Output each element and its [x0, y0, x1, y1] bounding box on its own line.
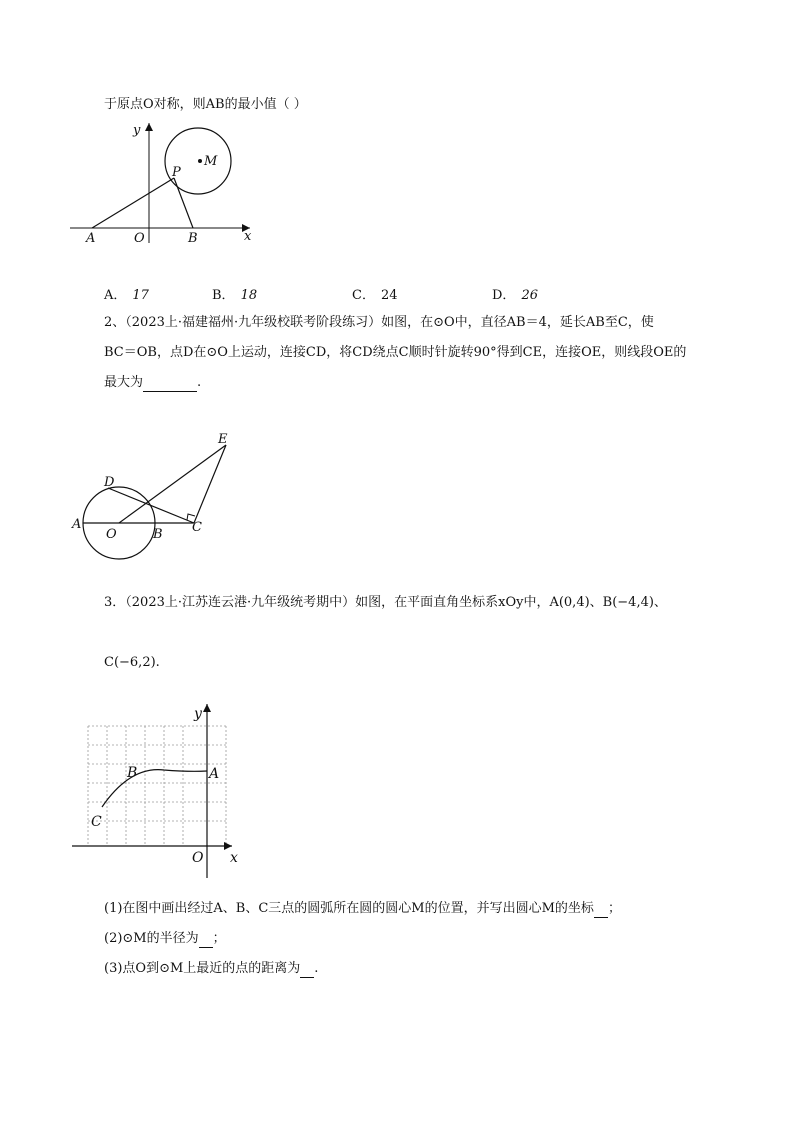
- q2-label-c: C: [192, 520, 202, 535]
- q3-sub3-blank[interactable]: [300, 963, 314, 978]
- q3-label-x: x: [230, 850, 238, 866]
- q1-stem: 于原点O对称，则AB的最小值（ ）: [104, 97, 307, 112]
- q1-label-p: P: [172, 165, 181, 180]
- q1-option-b[interactable]: B． 18: [212, 288, 258, 303]
- q1-option-c[interactable]: C． 24: [352, 288, 398, 303]
- q3-label-y: y: [194, 706, 202, 722]
- q3-sub-2: (2)⊙M的半径为 ；: [104, 931, 226, 946]
- q3-line-2: C(−6,2).: [104, 655, 160, 670]
- q2-line-2: BC＝OB，点D在⊙O上运动，连接CD，将CD绕点C顺时针旋转90°得到CE，连接OE，则线段OE的: [104, 345, 687, 360]
- q1-segment-pb: [174, 178, 193, 228]
- q1-label-y: y: [133, 123, 141, 138]
- q2-answer-blank[interactable]: [143, 377, 197, 392]
- q1-label-o: O: [134, 231, 145, 246]
- q2-label-b: B: [153, 527, 163, 542]
- q2-label-o: O: [106, 527, 117, 542]
- q3-label-o: O: [192, 850, 204, 866]
- q3-arc-abc: [102, 770, 207, 807]
- q3-figure: [72, 700, 252, 880]
- q1-label-a: A: [86, 231, 96, 246]
- q3-sub-3: (3)点O到⊙M上最近的点的距离为 .: [104, 961, 319, 976]
- q2-label-a: A: [72, 517, 82, 532]
- q3-label-b: B: [127, 765, 138, 781]
- q2-line-3: 最大为 .: [104, 375, 202, 390]
- q1-option-d[interactable]: D． 26: [492, 288, 538, 303]
- q3-grid: [88, 726, 226, 846]
- q1-figure: [70, 118, 270, 248]
- q1-point-m: [198, 159, 202, 163]
- q1-label-m: M: [204, 154, 218, 169]
- q3-sub2-blank[interactable]: [199, 933, 213, 948]
- q1-label-b: B: [188, 231, 198, 246]
- q1-segment-ap: [92, 178, 174, 228]
- q2-line-1: 2、（2023上·福建福州·九年级校联考阶段练习）如图，在⊙O中，直径AB＝4，延长AB至C，使: [104, 315, 654, 330]
- q3-label-a: A: [209, 766, 220, 782]
- q1-y-arrow: [145, 123, 153, 131]
- q2-segment-dc: [108, 488, 194, 523]
- q3-label-c: C: [91, 814, 102, 830]
- q3-y-arrow: [203, 704, 211, 712]
- q3-line-1: 3．（2023上·江苏连云港·九年级统考期中）如图，在平面直角坐标系xOy中，A(0,4)、B(−4,4)、: [104, 595, 667, 610]
- q1-option-a[interactable]: A． 17: [104, 288, 149, 303]
- q2-figure: [68, 428, 248, 568]
- q2-label-d: D: [104, 475, 115, 490]
- q3-sub-1: (1)在图中画出经过A、B、C三点的圆弧所在圆的圆心M的位置，并写出圆心M的坐标 ；: [104, 901, 621, 916]
- q2-label-e: E: [218, 432, 228, 447]
- q3-sub1-blank[interactable]: [594, 903, 608, 918]
- q1-label-x: x: [244, 229, 252, 244]
- q3-x-arrow: [224, 842, 232, 850]
